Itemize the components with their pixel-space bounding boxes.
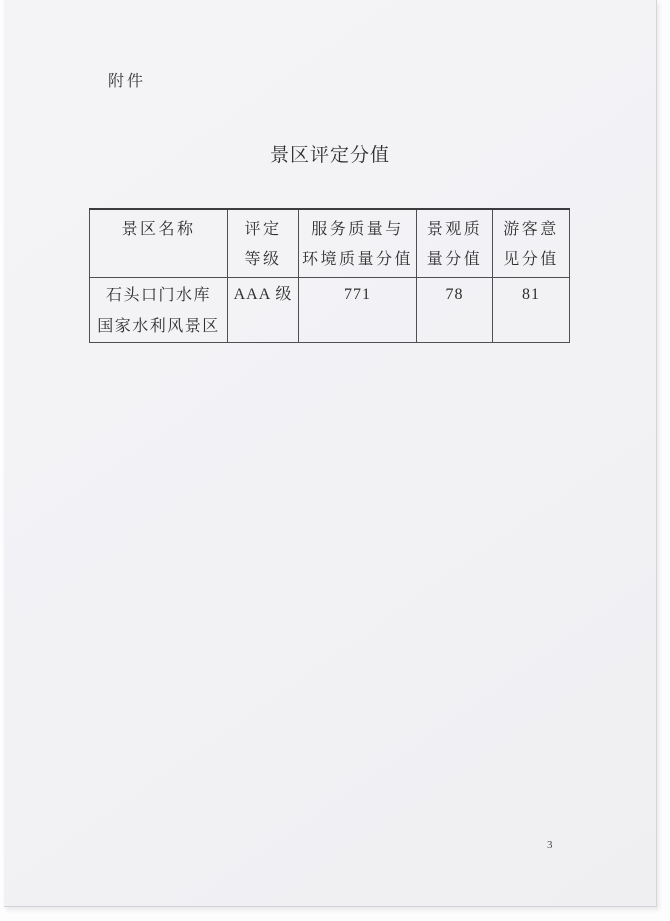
header-line: 景区名称 [121, 221, 196, 238]
page-title: 景区评定分值 [269, 145, 390, 166]
scenic-area-name-line: 国家水利风景区 [97, 317, 220, 335]
header-line: 服务质量与 [311, 221, 404, 238]
page-number: 3 [547, 839, 553, 851]
scenic-area-name-line: 石头口门水库 [105, 286, 211, 304]
header-line: 游客意 [503, 221, 559, 238]
cell-scenic-area-name [90, 277, 228, 342]
header-line: 景观质 [426, 221, 483, 238]
paper-sheet [4, 0, 657, 907]
header-visitor-score [493, 209, 570, 277]
header-rating-grade [228, 209, 299, 277]
cell-landscape-score: 78 [417, 277, 493, 342]
header-service-env-score [299, 209, 417, 277]
header-line: 等级 [244, 251, 282, 268]
table-header-row [90, 209, 570, 277]
header-line: 环境质量分值 [301, 251, 413, 268]
table-row [90, 277, 570, 342]
header-line: 量分值 [426, 251, 483, 268]
attachment-label: 附件 [108, 73, 147, 90]
cell-rating-grade: AAA 级 [228, 277, 299, 342]
cell-service-env-score: 771 [299, 277, 417, 342]
header-line: 见分值 [503, 251, 559, 268]
cell-visitor-score: 81 [493, 277, 570, 342]
header-scenic-area-name [90, 209, 228, 277]
score-table [89, 208, 570, 343]
header-line: 评定 [244, 221, 282, 238]
header-landscape-score [417, 209, 493, 277]
